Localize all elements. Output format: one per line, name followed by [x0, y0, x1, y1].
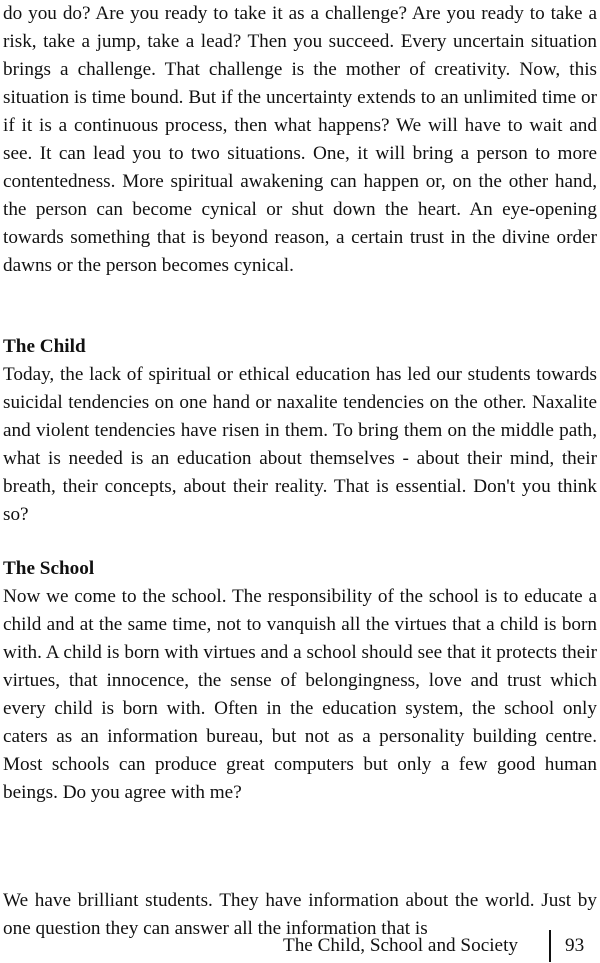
footer-divider	[549, 930, 551, 962]
paragraph-text: do you do? Are you ready to take it as a challenge? Are you ready to take a risk, take a jump, take a lead? Then you succeed. Every uncertain situation brings a challenge. That challenge is the mother of creativity. Now, this situation is time bound. But if the uncertainty extends to an unlimited time or if it is a continuous process, then what happens? We will have to wait and see. It can lead you to two situations. One, it will bring a person to more contentedness. More spiritual awakening can happen or, on the other hand, the person can become cynical or shut down the heart. An eye-opening towards something that is beyond reason, a certain trust in the divine order dawns or the person becomes cynical.	[3, 3, 597, 276]
paragraph-text: Today, the lack of spiritual or ethical education has led our students towards suicidal tendencies on one hand or naxalite tendencies on the other. Naxalite and violent tendencies have risen in them. To bring them on the middle path, what is needed is an education about themselves - about their mind, their breath, their concepts, about their reality. That is essential. Don't you think so?	[3, 364, 597, 525]
body-paragraph	[3, 583, 597, 807]
body-paragraph	[3, 0, 597, 280]
paragraph-text: Now we come to the school. The responsibility of the school is to educate a child and at the same time, not to vanquish all the virtues that a child is born with. A child is born with virtues and a school should see that it protects their virtues, that innocence, the sense of belongingness, love and trust which every child is born with. Often in the education system, the school only caters as an information bureau, but not as a personality building centre. Most schools can produce great computers but only a few good human beings. Do you agree with me?	[3, 586, 597, 803]
section-heading-the-school: The School	[3, 558, 95, 579]
page-footer	[0, 930, 600, 962]
paragraph-text: We have brilliant students. They have information about the world. Just by one question they can answer all the information that is	[3, 890, 597, 939]
page-number: 93	[565, 935, 585, 956]
running-title: The Child, School and Society	[282, 935, 518, 956]
body-paragraph	[3, 361, 597, 529]
section-heading-the-child: The Child	[3, 336, 86, 357]
